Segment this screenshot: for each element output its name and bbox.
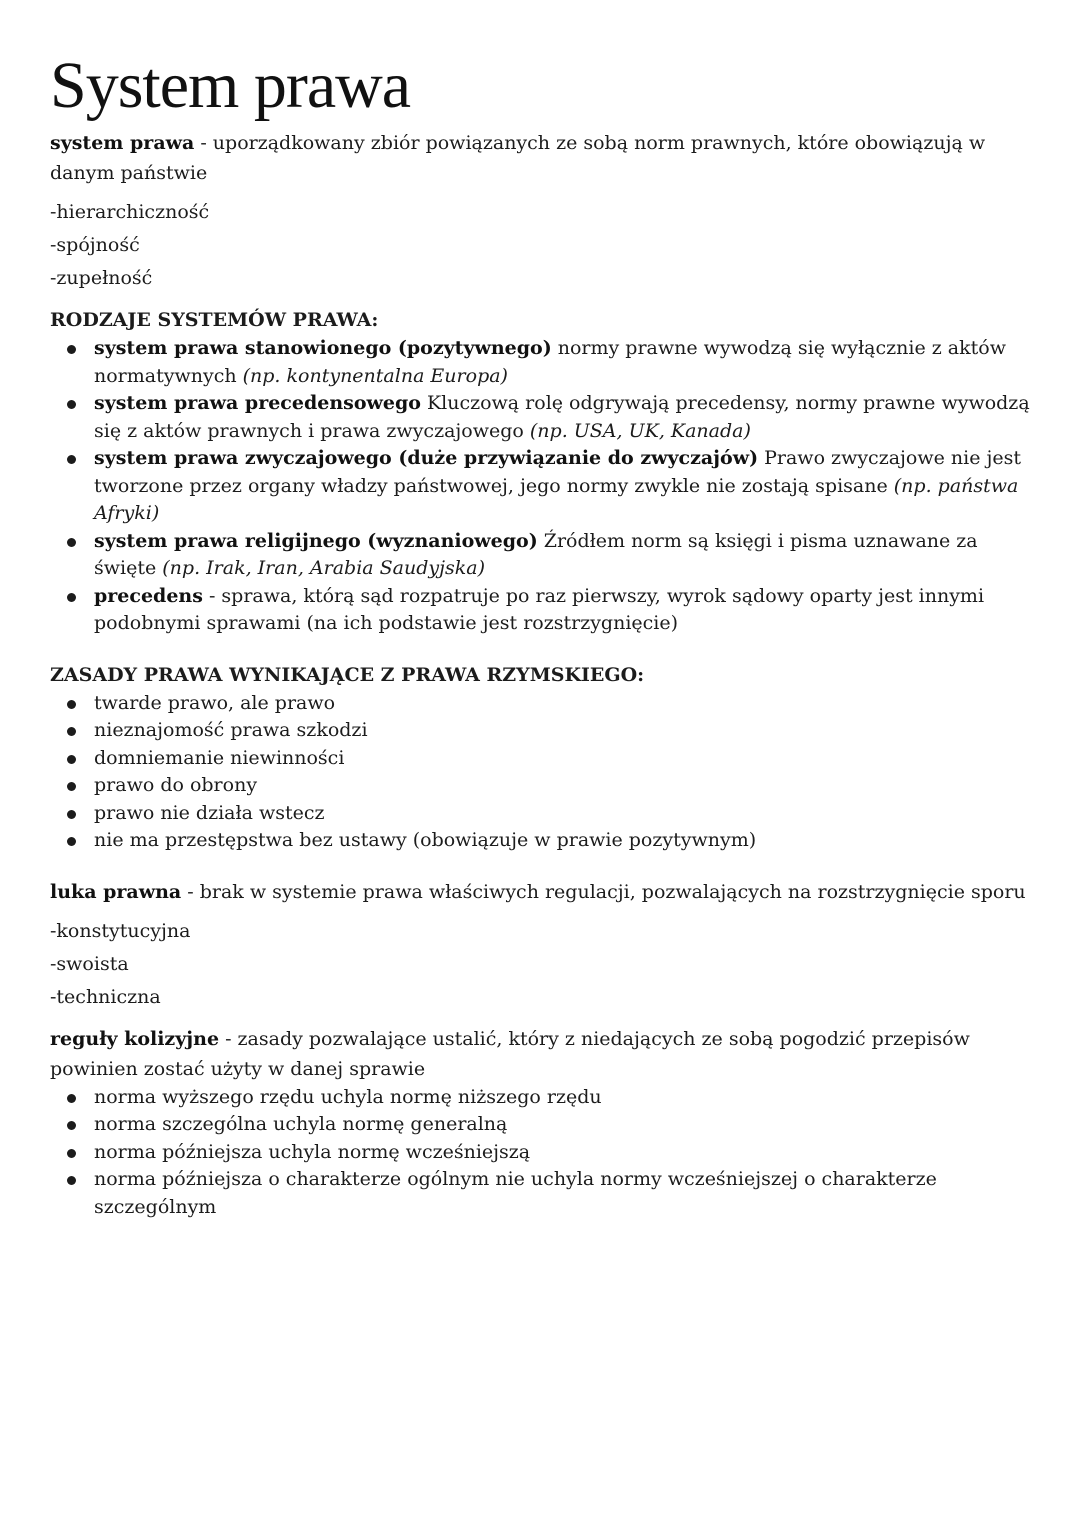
list-item: [94, 528, 1030, 583]
zasada-text: nie ma przestępstwa bez ustawy (obowiązuje w prawie pozytywnym): [94, 829, 757, 851]
rodzaj-term: precedens: [94, 584, 203, 607]
zasady-heading: ZASADY PRAWA WYNIKAJĄCE Z PRAWA RZYMSKIEGO:: [50, 663, 645, 686]
bullet-icon: [67, 400, 76, 409]
rodzaj-example: (np. kontynentalna Europa): [242, 364, 508, 387]
bullet-icon: [67, 593, 76, 602]
rodzaj-text: normy prawne wywodzą się wyłącznie z aktów normatywnych: [94, 337, 1006, 387]
luka-type-item: -techniczna: [50, 985, 161, 1008]
list-item: [94, 772, 1030, 800]
bullet-icon: [67, 1094, 76, 1103]
zasada-text: nieznajomość prawa szkodzi: [94, 719, 368, 741]
bullet-icon: [67, 455, 76, 464]
rodzaj-term: system prawa precedensowego: [94, 392, 421, 414]
regula-text: norma późniejsza uchyla normę wcześniejszą: [94, 1140, 531, 1163]
bullet-icon: [67, 727, 76, 736]
rodzaj-text: Kluczową rolę odgrywają precedensy, normy prawne wywodzą się z aktów prawnych i prawa zwyczajowego: [94, 392, 1030, 442]
list-item: [94, 390, 1030, 445]
system-prawa-definition: [50, 128, 1030, 188]
list-item: [94, 717, 1030, 745]
feature-item: -zupełność: [50, 267, 153, 289]
zasady-list: [50, 690, 1030, 855]
reguly-kolizyjne-definition: [50, 1024, 1030, 1084]
zasada-text: domniemanie niewinności: [94, 746, 345, 769]
luka-prawna-definition: [50, 877, 1030, 907]
rodzaj-term: system prawa religijnego (wyznaniowego): [94, 529, 538, 552]
bullet-icon: [67, 755, 76, 764]
list-item: [94, 1139, 1030, 1167]
list-item: [94, 690, 1030, 718]
bullet-icon: [67, 1121, 76, 1130]
bullet-icon: [67, 538, 76, 547]
list-item: [94, 1166, 1030, 1221]
feature-item: -hierarchiczność: [50, 201, 210, 223]
reguly-list: [50, 1084, 1030, 1222]
reguly-kolizyjne-definition-text: - zasady pozwalające ustalić, który z niedających ze sobą pogodzić przepisów powinien zostać użyty w danej sprawie: [50, 1027, 970, 1080]
list-item: [94, 827, 1030, 855]
system-prawa-definition-text: - uporządkowany zbiór powiązanych ze sobą norm prawnych, które obowiązują w danym państwie: [50, 132, 986, 184]
system-prawa-term: system prawa: [50, 132, 195, 154]
rodzaj-example: (np. USA, UK, Kanada): [529, 419, 751, 442]
bullet-icon: [67, 345, 76, 354]
bullet-icon: [67, 700, 76, 709]
rodzaj-term: system prawa stanowionego (pozytywnego): [94, 337, 552, 359]
list-item: [94, 1111, 1030, 1139]
bullet-icon: [67, 1176, 76, 1185]
rodzaj-term: system prawa zwyczajowego (duże przywiązanie do zwyczajów): [94, 447, 759, 469]
rodzaje-heading: RODZAJE SYSTEMÓW PRAWA:: [50, 309, 379, 331]
bullet-icon: [67, 837, 76, 846]
bullet-icon: [67, 1149, 76, 1158]
luka-prawna-term: luka prawna: [50, 880, 182, 903]
rodzaj-text: - sprawa, którą sąd rozpatruje po raz pierwszy, wyrok sądowy oparty jest innymi podobnymi sprawami (na ich podstawie jest rozstrzygnięcie): [94, 584, 985, 634]
luka-type-item: -konstytucyjna: [50, 919, 191, 942]
regula-text: norma wyższego rzędu uchyla normę niższego rzędu: [94, 1085, 602, 1108]
luka-type-item: -swoista: [50, 952, 129, 975]
luka-types: [50, 915, 1030, 1014]
list-item: [94, 445, 1030, 528]
rodzaj-text: Prawo zwyczajowe nie jest tworzone przez organy władzy państwowej, jego normy zwykle nie zostają spisane: [94, 447, 1022, 497]
bullet-icon: [67, 810, 76, 819]
rodzaj-example: (np. państwa Afryki): [94, 474, 1019, 524]
regula-text: norma późniejsza o charakterze ogólnym nie uchyla normy wcześniejszej o charakterze szczególnym: [94, 1168, 937, 1218]
feature-item: -spójność: [50, 234, 140, 256]
zasada-text: prawo do obrony: [94, 774, 258, 796]
bullet-icon: [67, 782, 76, 791]
luka-prawna-definition-text: - brak w systemie prawa właściwych regulacji, pozwalających na rozstrzygnięcie sporu: [181, 880, 1026, 903]
zasada-text: twarde prawo, ale prawo: [94, 691, 336, 714]
regula-text: norma szczególna uchyla normę generalną: [94, 1113, 508, 1135]
rodzaj-text: Źródłem norm są księgi i pisma uznawane za święte: [94, 529, 978, 579]
list-item: [94, 583, 1030, 638]
page-title: System prawa: [50, 49, 411, 122]
list-item: [94, 745, 1030, 773]
list-item: [94, 335, 1030, 390]
list-item: [94, 1084, 1030, 1112]
list-item: [94, 800, 1030, 828]
system-prawa-features: [50, 196, 1030, 295]
rodzaje-list: [50, 335, 1030, 638]
rodzaj-example: (np. Irak, Iran, Arabia Saudyjska): [162, 557, 486, 579]
reguly-kolizyjne-term: reguły kolizyjne: [50, 1027, 220, 1050]
zasada-text: prawo nie działa wstecz: [94, 801, 325, 824]
